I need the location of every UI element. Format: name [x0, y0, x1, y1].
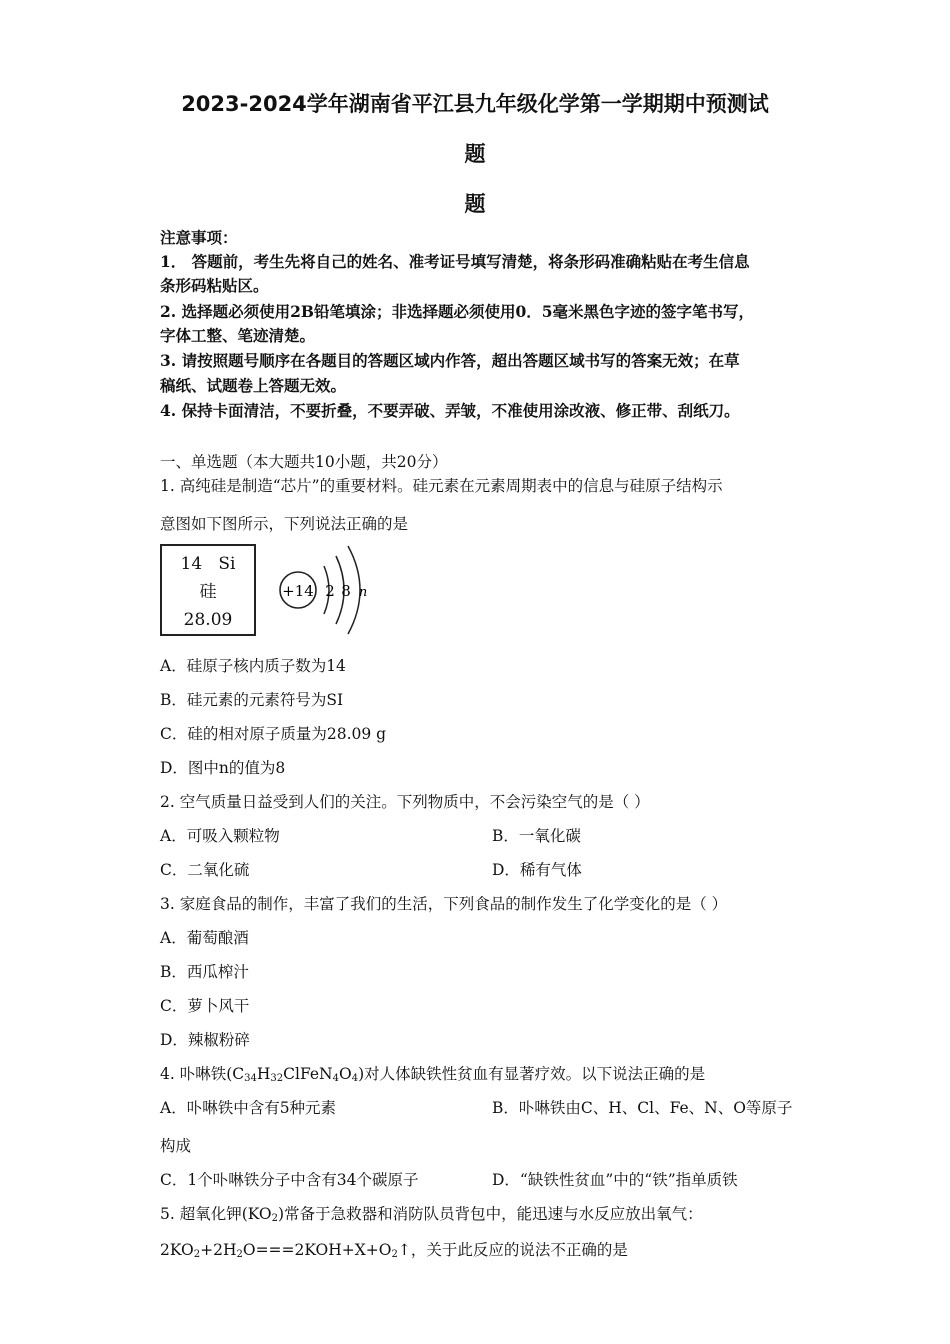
question-3-stem: 3. 家庭食品的制作，丰富了我们的生活，下列食品的制作发生了化学变化的是（ ） — [160, 895, 728, 913]
question-2-stem: 2. 空气质量日益受到人们的关注。下列物质中，不会污染空气的是（ ） — [160, 793, 650, 811]
option-d: D．“缺铁性贫血”中的“铁”指单质铁 — [492, 1171, 738, 1189]
option-b: B．卟啉铁由C、H、Cl、Fe、N、O等原子 — [492, 1099, 793, 1117]
option-a: A．可吸入颗粒物 — [160, 827, 280, 845]
option-b: B．一氧化碳 — [492, 827, 581, 845]
notice-line: 2. 选择题必须使用2B铅笔填涂；非选择题必须使用0．5毫米黑色字迹的签字笔书写， — [160, 302, 755, 321]
option-d: D．图中n的值为8 — [160, 759, 286, 777]
element-name: 硅 — [199, 582, 217, 602]
option-c: C．1个卟啉铁分子中含有34个碳原子 — [160, 1171, 419, 1189]
question-1-stem: 1. 高纯硅是制造“芯片”的重要材料。硅元素在元素周期表中的信息与硅原子结构示 — [160, 477, 723, 495]
shell-2-electrons: 8 — [341, 582, 351, 600]
shell-1-electrons: 2 — [325, 582, 335, 600]
question-4-stem: 4. 卟啉铁$(C_{34}H_{32}ClFeN_4O_4)$对人体缺铁性贫血有显著疗效。以下说法正确的是 — [160, 1065, 706, 1084]
atom-structure-diagram — [276, 540, 386, 640]
element-symbol: Si — [218, 554, 236, 574]
page-title: 2023-2024学年湖南省平江县九年级化学第一学期期中预测试 — [181, 92, 769, 116]
page-title-continued: 题 — [464, 142, 486, 166]
option-d: D．稀有气体 — [492, 861, 582, 879]
atomic-number: 14 — [180, 554, 203, 574]
section-heading: 一、单选题（本大题共10小题，共20分） — [160, 453, 448, 471]
notice-line: 4. 保持卡面清洁，不要折叠，不要弄破、弄皱，不准使用涂改液、修正带、刮纸刀。 — [160, 401, 740, 420]
option-c: C．萝卜风干 — [160, 997, 250, 1015]
atomic-mass: 28.09 — [183, 610, 233, 630]
nucleus-charge: +14 — [282, 582, 314, 600]
option-b: B．硅元素的元素符号为SI — [160, 691, 344, 709]
option-a: A．葡萄酿酒 — [160, 929, 249, 947]
notice-line: 稿纸、试题卷上答题无效。 — [160, 376, 347, 395]
option-b-cont: 构成 — [160, 1137, 192, 1155]
question-5-stem: 5. 超氧化钾$(KO_2)$常备于急救器和消防队员背包中，能迅速与水反应放出氧气： — [160, 1205, 703, 1224]
option-b: B．西瓜榨汁 — [160, 963, 249, 981]
notice-line: 条形码粘贴区。 — [160, 276, 269, 295]
notice-heading: 注意事项： — [160, 228, 238, 247]
option-a: A．硅原子核内质子数为14 — [160, 657, 346, 675]
question-5-equation: $2KO_2+2H_2O===2KOH+X+O_2↑$，关于此反应的说法不正确的是 — [160, 1241, 628, 1260]
notice-line: 字体工整、笔迹清楚。 — [160, 326, 316, 345]
page-subtitle: 题 — [464, 192, 486, 216]
question-1-stem-cont: 意图如下图所示，下列说法正确的是 — [160, 515, 409, 533]
option-a: A．卟啉铁中含有5种元素 — [160, 1099, 337, 1117]
notice-line: 3. 请按照题号顺序在各题目的答题区域内作答，超出答题区域书写的答案无效；在草 — [160, 351, 740, 370]
option-c: C．二氧化硫 — [160, 861, 250, 879]
notice-line: 1． 答题前，考生先将自己的姓名、准考证号填写清楚，将条形码准确粘贴在考生信息 — [160, 252, 750, 271]
periodic-table-card — [160, 544, 256, 636]
option-c: C．硅的相对原子质量为28.09 g — [160, 725, 387, 743]
shell-3-electrons: n — [358, 585, 368, 600]
option-d: D．辣椒粉碎 — [160, 1031, 250, 1049]
